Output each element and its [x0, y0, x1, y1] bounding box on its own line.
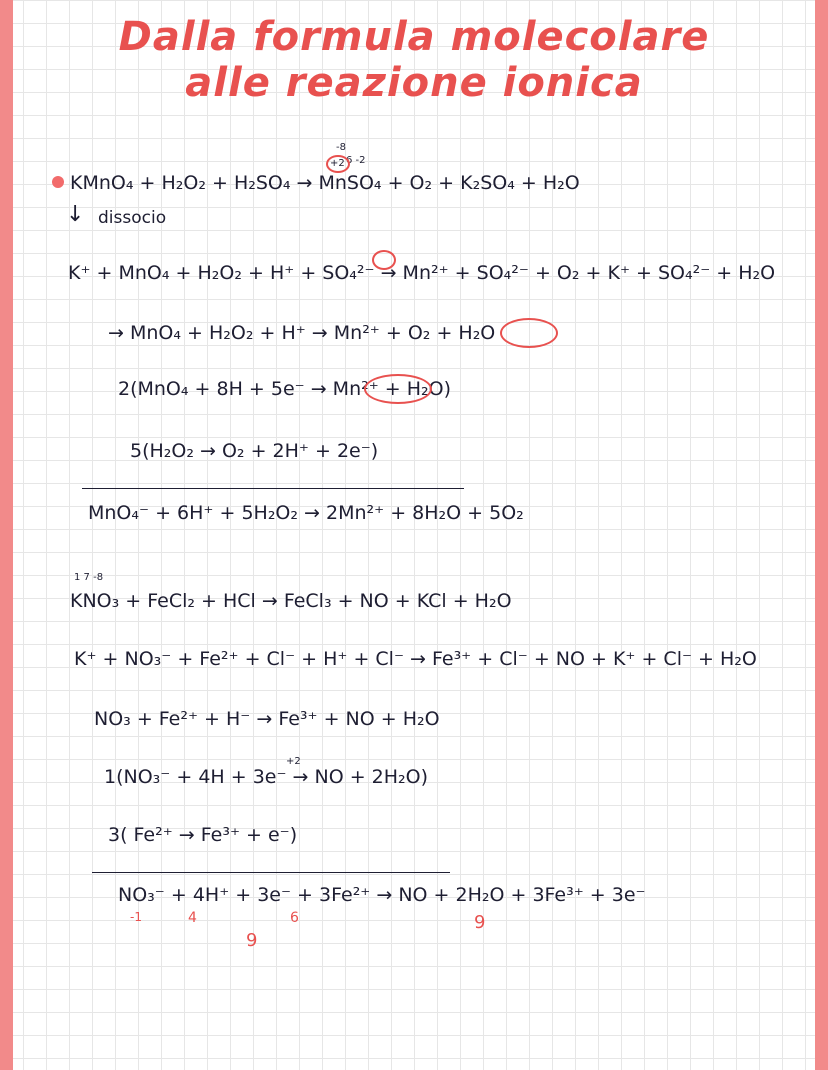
- title-line-1: Dalla formula molecolare: [118, 14, 710, 60]
- dissocio-label: dissocio: [98, 208, 167, 228]
- charge-h: 4: [188, 910, 197, 926]
- h2o-circle: [500, 318, 558, 348]
- ox-state-mn: +2: [330, 158, 345, 169]
- reaction2-half2: 3( Fe²⁺ → Fe³⁺ + e⁻): [108, 824, 298, 846]
- arrow-down-icon: ↓: [66, 202, 85, 227]
- reaction1-half1: 2(MnO₄ + 8H + 5e⁻ → Mn²⁺ + H₂O): [118, 378, 452, 400]
- reaction2-total: NO₃⁻ + 4H⁺ + 3e⁻ + 3Fe²⁺ → NO + 2H₂O + 3Fe³⁺ + 3e⁻: [118, 884, 646, 906]
- charge-fe: 6: [290, 910, 299, 926]
- charge-fe3: 9: [474, 912, 486, 933]
- reaction2-half1: 1(NO₃⁻ + 4H + 3e⁻ → NO + 2H₂O): [104, 766, 429, 788]
- page-title: [0, 14, 828, 106]
- reaction1-half2: 5(H₂O₂ → O₂ + 2H⁺ + 2e⁻): [130, 440, 379, 462]
- reaction1-ionic: K⁺ + MnO₄ + H₂O₂ + H⁺ + SO₄²⁻ → Mn²⁺ + SO₄²⁻ + O₂ + K⁺ + SO₄²⁻ + H₂O: [68, 262, 776, 284]
- h2o-circle-half: [364, 374, 432, 404]
- mn-charge-circle: [372, 250, 396, 270]
- reaction2-net: NO₃ + Fe²⁺ + H⁻ → Fe³⁺ + NO + H₂O: [94, 708, 440, 730]
- sum-line-1: [82, 488, 464, 489]
- left-margin-stripe: [0, 0, 13, 1070]
- reaction2-ox-states: 1 7 -8: [74, 572, 104, 583]
- ox-state-top: -8: [336, 142, 346, 153]
- reaction2-ionic: K⁺ + NO₃⁻ + Fe²⁺ + Cl⁻ + H⁺ + Cl⁻ → Fe³⁺ + Cl⁻ + NO + K⁺ + Cl⁻ + H₂O: [74, 648, 757, 670]
- ox-state-mid: 6 -2: [346, 155, 366, 166]
- reaction1-net: → MnO₄ + H₂O₂ + H⁺ → Mn²⁺ + O₂ + H₂O: [108, 322, 496, 344]
- reaction1-equation: KMnO₄ + H₂O₂ + H₂SO₄ → MnSO₄ + O₂ + K₂SO₄ + H₂O: [70, 172, 580, 194]
- mn-ox-circle: [326, 155, 350, 173]
- no-ox-state: +2: [286, 756, 301, 767]
- bullet-icon: [52, 176, 64, 188]
- right-margin-stripe: [815, 0, 828, 1070]
- reaction2-equation: KNO₃ + FeCl₂ + HCl → FeCl₃ + NO + KCl + H₂O: [70, 590, 512, 612]
- sum-line-2: [92, 872, 450, 873]
- charge-no3: -1: [130, 910, 142, 924]
- reaction1-total: MnO₄⁻ + 6H⁺ + 5H₂O₂ → 2Mn²⁺ + 8H₂O + 5O₂: [88, 502, 524, 524]
- title-line-2: alle reazione ionica: [185, 60, 643, 106]
- charge-sum-left: 9: [246, 930, 258, 951]
